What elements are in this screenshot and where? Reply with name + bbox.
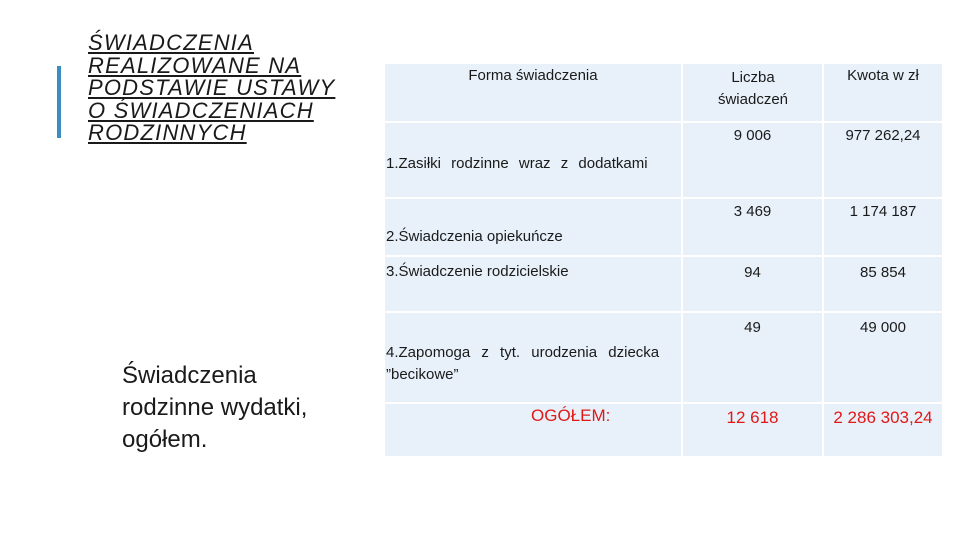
row-4-amount: 49 000 [824, 313, 942, 402]
row-4-count: 49 [683, 313, 822, 402]
row-1-name: 1.Zasiłki rodzinne wraz z dodatkami [385, 123, 681, 197]
row-2-amount: 1 174 187 [824, 199, 942, 255]
row-3-amount: 85 854 [824, 257, 942, 311]
total-label-cell: OGÓŁEM: [385, 404, 681, 456]
row-3-count: 94 [683, 257, 822, 311]
total-amount-cell: 2 286 303,24 [824, 404, 942, 456]
slide-title: ŚWIADCZENIA REALIZOWANE NA PODSTAWIE USTAWY O ŚWIADCZENIACH RODZINNYCH [88, 30, 336, 145]
header-count: Liczba świadczeń [683, 64, 822, 121]
side-note: Świadczenia rodzinne wydatki, ogółem. [122, 362, 308, 453]
row-2-count: 3 469 [683, 199, 822, 255]
row-1-count: 9 006 [683, 123, 822, 197]
header-amount: Kwota w zł [824, 64, 942, 121]
title-accent-bar [57, 66, 61, 138]
row-4-name: 4.Zapomoga z tyt. urodzenia dziecka ”becikowe” [385, 313, 681, 402]
row-1-amount: 977 262,24 [824, 123, 942, 197]
total-count-cell: 12 618 [683, 404, 822, 456]
row-2-name: 2.Świadczenia opiekuńcze [385, 199, 681, 255]
row-3-name: 3.Świadczenie rodzicielskie [385, 257, 681, 311]
header-form: Forma świadczenia [385, 64, 681, 121]
